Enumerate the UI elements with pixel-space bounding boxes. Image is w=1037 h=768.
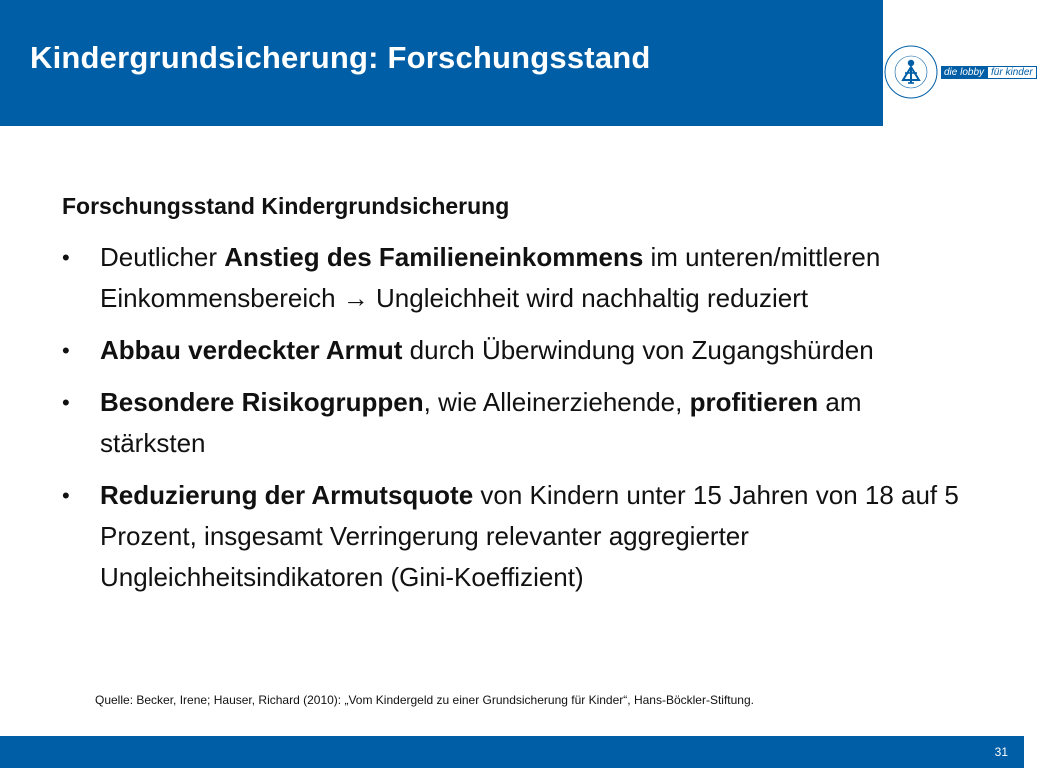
bullet-text: Ungleichheit wird nachhaltig reduziert <box>368 283 809 313</box>
header-bar <box>0 0 883 126</box>
right-arrow-icon: → <box>342 283 369 313</box>
bullet-text: im unteren/mittleren Einkommensbereich <box>100 242 881 313</box>
bullet-text: Deutlicher <box>100 242 225 272</box>
bullet-icon: • <box>62 390 70 415</box>
bullet-item <box>62 475 962 598</box>
logo-tagline-part2: für kinder <box>987 66 1037 79</box>
bullet-emphasis: Reduzierung der Armutsquote <box>100 480 474 510</box>
bullet-item <box>62 330 962 371</box>
logo-tagline <box>941 66 1037 79</box>
bullet-icon: • <box>62 483 70 508</box>
bullet-text: , wie Alleinerziehende, <box>423 387 690 417</box>
footer-bar <box>0 736 1024 768</box>
bullet-emphasis: profitieren <box>689 387 819 417</box>
bullet-icon: • <box>62 245 70 270</box>
source-citation: Quelle: Becker, Irene; Hauser, Richard (2010): „Vom Kindergeld zu einer Grundsicherung für Kinder“, Hans-Böckler-Stiftung. <box>95 693 754 707</box>
child-protection-seal-icon <box>883 44 939 100</box>
bullet-emphasis: Anstieg des Familieneinkommens <box>224 242 644 272</box>
logo-area <box>883 0 1033 126</box>
bullet-emphasis: Besondere Risikogruppen <box>100 387 424 417</box>
slide-content <box>62 190 962 609</box>
bullet-list <box>62 237 962 598</box>
bullet-text: durch Überwindung von Zugangshürden <box>402 335 874 365</box>
bullet-item <box>62 237 962 319</box>
bullet-text: am stärksten <box>100 387 862 458</box>
bullet-item <box>62 382 962 464</box>
bullet-text: von Kindern unter 15 Jahren von 18 auf 5 Prozent, insgesamt Verringerung relevanter aggregierter Ungleichheitsindikatoren (Gini-Koeffizient) <box>100 480 959 592</box>
bullet-emphasis: Abbau verdeckter Armut <box>100 335 403 365</box>
logo-tagline-part1: die lobby <box>941 66 987 79</box>
content-subheading: Forschungsstand Kindergrundsicherung <box>62 193 510 219</box>
page-number: 31 <box>994 745 1008 759</box>
slide-title: Kindergrundsicherung: Forschungsstand <box>30 40 651 75</box>
bullet-icon: • <box>62 338 70 363</box>
